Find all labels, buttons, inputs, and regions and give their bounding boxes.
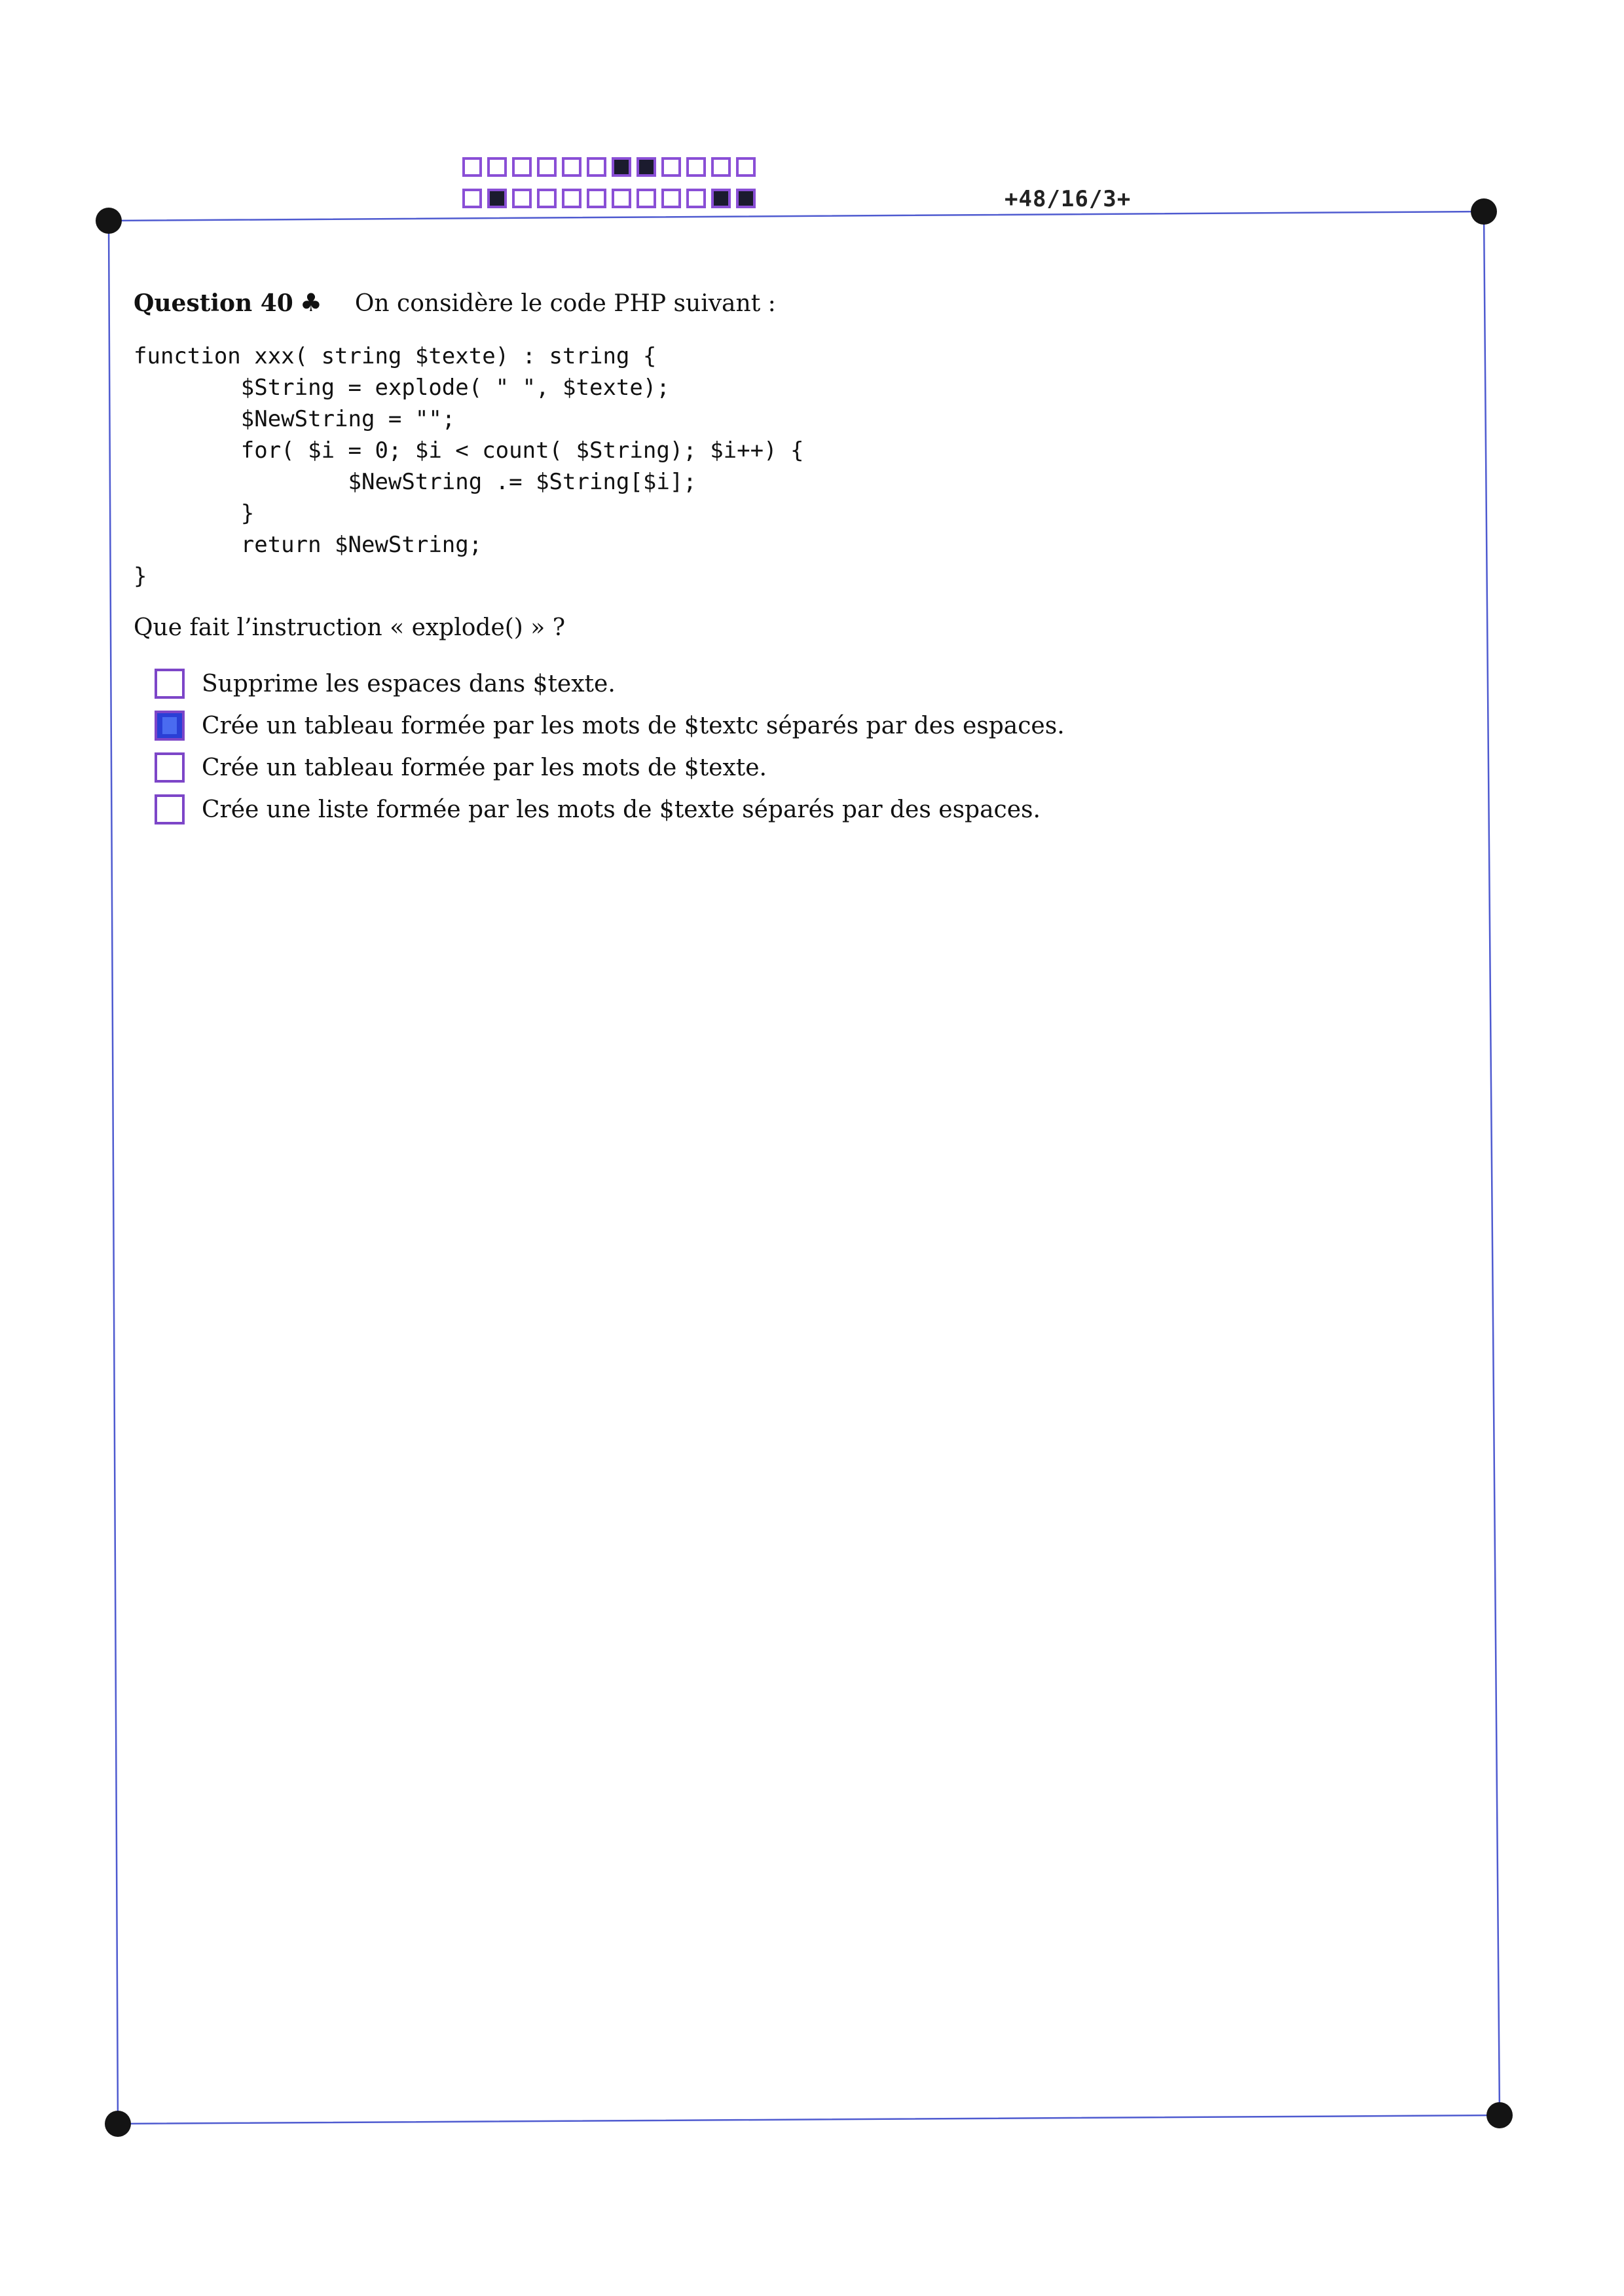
php-code-block: function xxx( string $texte) : string { $String = explode( " ", $texte); $NewString = ""; for( $i = 0; $i < count( $String); $i++) { $NewString .= $String[$i]; } return $NewString; }	[134, 343, 804, 589]
answer-checkbox[interactable]	[155, 711, 185, 741]
id-box	[487, 189, 507, 208]
id-box	[661, 189, 681, 208]
copy-code: +48/16/3+	[1005, 186, 1132, 212]
id-box	[637, 157, 656, 177]
id-box	[711, 157, 731, 177]
answer-option[interactable]	[155, 788, 1065, 830]
id-box	[612, 189, 631, 208]
answer-checkbox[interactable]	[155, 669, 185, 699]
answer-text: Supprime les espaces dans $texte.	[202, 670, 616, 697]
id-box	[537, 189, 557, 208]
id-box	[686, 189, 706, 208]
answer-text: Crée un tableau formée par les mots de $texte.	[202, 754, 767, 781]
answer-text: Crée un tableau formée par les mots de $textc séparés par des espaces.	[202, 712, 1065, 739]
id-box	[562, 157, 581, 177]
id-box	[512, 189, 532, 208]
answer-option[interactable]	[155, 705, 1065, 747]
id-box	[612, 157, 631, 177]
answer-checkbox[interactable]	[155, 752, 185, 783]
registration-mark-top-right	[1471, 198, 1497, 225]
answer-checkbox[interactable]	[155, 794, 185, 824]
answer-option[interactable]	[155, 663, 1065, 705]
id-box	[661, 157, 681, 177]
id-box	[686, 157, 706, 177]
id-box	[587, 157, 606, 177]
id-box	[512, 157, 532, 177]
id-boxes	[462, 189, 761, 208]
registration-mark-top-left	[96, 208, 122, 234]
answer-list	[155, 663, 1065, 830]
id-box	[736, 157, 756, 177]
answer-text: Crée une liste formée par les mots de $texte séparés par des espaces.	[202, 796, 1041, 823]
id-row-2	[462, 189, 761, 208]
id-box	[462, 189, 482, 208]
id-box	[562, 189, 581, 208]
id-box	[537, 157, 557, 177]
id-box	[462, 157, 482, 177]
id-box	[637, 189, 656, 208]
question-number: Question 40	[134, 289, 293, 317]
question-header	[134, 288, 776, 317]
subquestion: Que fait l’instruction « explode() » ?	[134, 614, 566, 641]
id-box	[736, 189, 756, 208]
id-box	[487, 157, 507, 177]
registration-mark-bottom-right	[1486, 2102, 1513, 2128]
id-row-1	[462, 157, 761, 177]
id-box	[587, 189, 606, 208]
id-box	[711, 189, 731, 208]
question-prompt: On considère le code PHP suivant :	[354, 290, 776, 317]
registration-mark-bottom-left	[105, 2111, 131, 2137]
id-boxes	[462, 157, 761, 177]
answer-option[interactable]	[155, 747, 1065, 788]
club-icon: ♣	[299, 288, 322, 317]
